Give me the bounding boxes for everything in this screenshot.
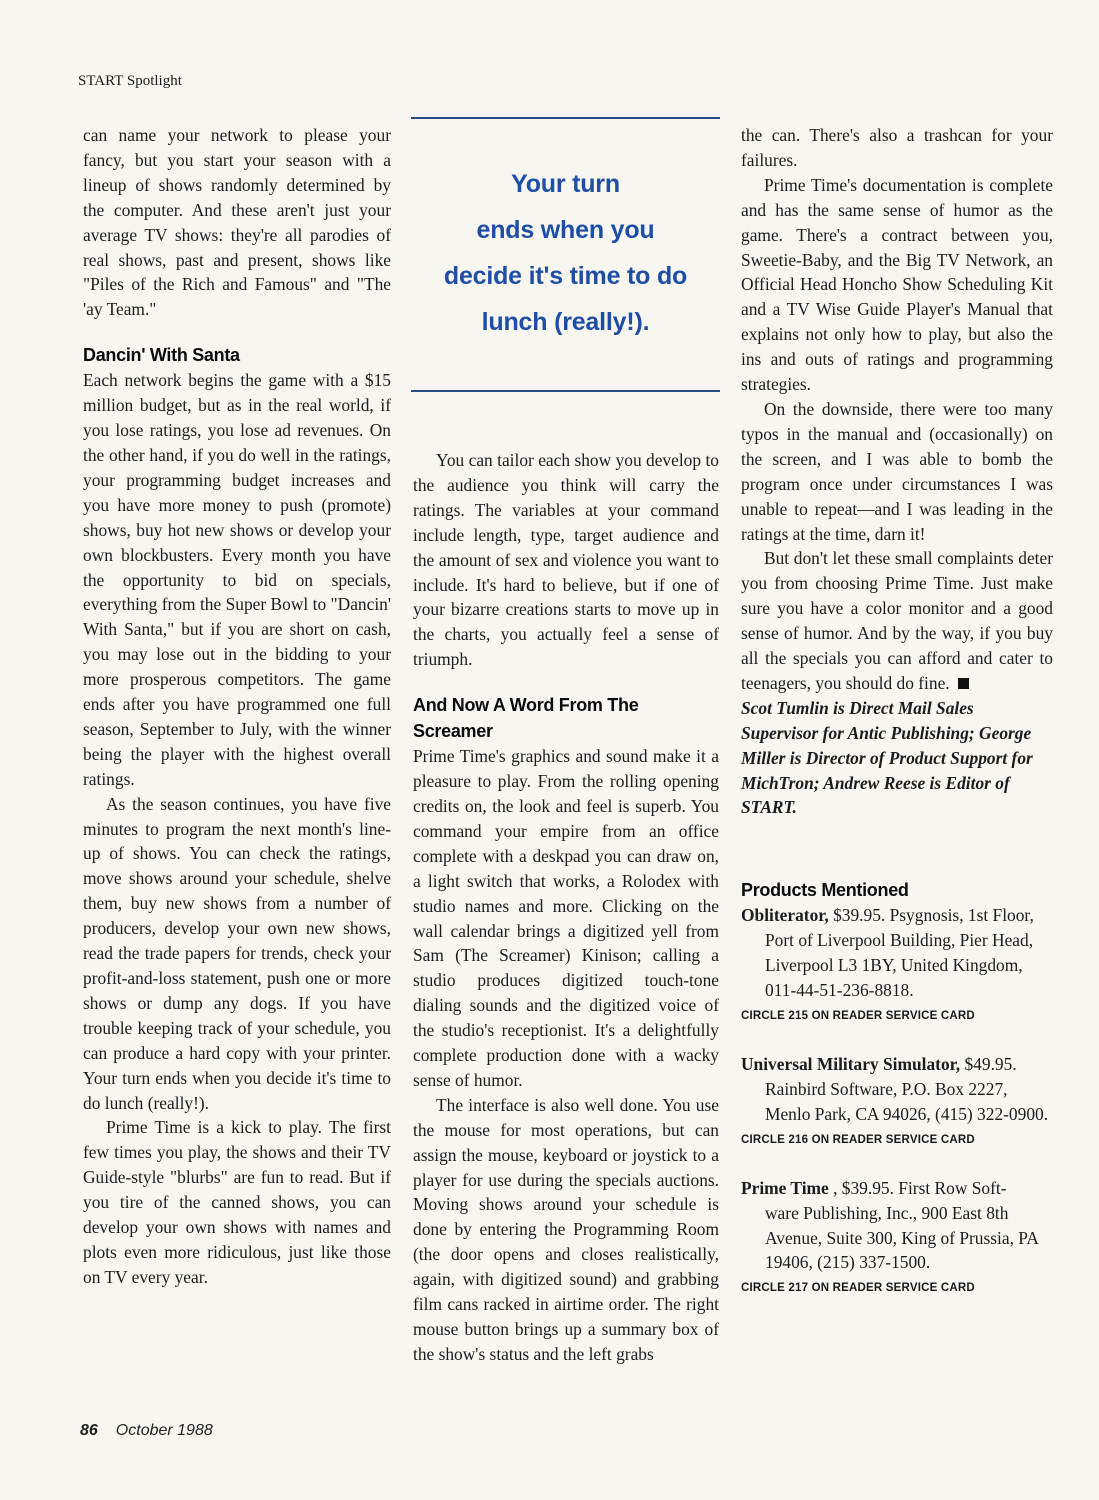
pull-quote-line: decide it's time to do [443, 262, 688, 290]
reader-service-note: CIRCLE 215 ON READER SERVICE CARD [741, 1010, 975, 1022]
reader-service-note: CIRCLE 216 ON READER SERVICE CARD [741, 1133, 975, 1146]
paragraph: On the downside, there were too many typos in the manual and (occasionally) on the screen, and I was able to bomb the program once under circumstances I was unable to repeat—and I was leading in the ratings at the time, darn it! [741, 398, 1053, 544]
section-heading: Dancin' With Santa [83, 345, 240, 366]
product-entry [741, 1052, 1053, 1150]
paragraph: the can. There's also a trashcan for your failures. [741, 125, 1053, 170]
paragraph [741, 546, 1053, 695]
column-3 [741, 123, 1053, 1298]
pull-quote-line: ends when you [476, 216, 655, 244]
pull-quote [411, 117, 720, 392]
column-1 [83, 123, 391, 1290]
paragraph: Prime Time is a kick to play. The first few times you play, the shows and their TV Guide-style "blurbs" are fun to read. But if you tire of the canned shows, you can develop your own shows with names and plots even more ridiculous, just like those on TV every year. [83, 1117, 391, 1287]
end-mark-icon [958, 678, 969, 689]
product-price: $39.95. Psygnosis, 1st Floor, [828, 905, 1034, 926]
page-folio [80, 1422, 213, 1440]
issue-date: October 1988 [115, 1422, 213, 1439]
pull-quote-line: Your turn [511, 170, 620, 198]
paragraph-text: But don't let these small complaints deter you from choosing Prime Time. Just make sure you have a color monitor and a good sense of humor. And by the way, if you buy all the specials you can afford and cater to teenagers, you should do fine. [741, 548, 1053, 693]
pull-quote-text [411, 161, 720, 345]
reader-service-note: CIRCLE 217 ON READER SERVICE CARD [741, 1282, 975, 1295]
page-number: 86 [80, 1422, 98, 1439]
products-heading: Products Mentioned [741, 880, 909, 901]
pull-quote-line: lunch (really!). [481, 308, 650, 336]
product-details: Port of Liverpool Building, Pier Head, Liverpool L3 1BY, United Kingdom, 011-44-51-236-8818. [765, 930, 1034, 1001]
product-details: Rainbird Software, P.O. Box 2227, Menlo Park, CA 94026, (415) 322-0900. [765, 1078, 1049, 1124]
column-2 [413, 448, 719, 1367]
paragraph: Prime Time's documentation is complete and has the same sense of humor as the game. There's a contract between you, Sweetie-Baby, and the Big TV Network, an Official Head Honcho Show Scheduling Kit and a TV Wise Guide Player's Manual that explains not only how to play, but also the ins and outs of ratings and programming strategies. [741, 174, 1053, 395]
product-details: ware Publishing, Inc., 900 East 8th Avenue, Suite 300, King of Prussia, PA 19406, (215) 337-1500. [765, 1202, 1038, 1273]
paragraph: Each network begins the game with a $15 million budget, but as in the real world, if you lose ratings, you lose ad revenues. On the other hand, if you do well in the ratings, your programming budget increases and you have more money to push (promote) shows, buy hot new shows or develop your own blockbusters. Every month you have the opportunity to bid on specials, everything from the Super Bowl to "Dancin' With Santa," but if you are short on cash, you may lose out in the bidding to your more prosperous competitors. The game ends after you have programmed one full season, September to July, with the winner being the player with the highest overall ratings. [83, 370, 391, 789]
section-heading: And Now A Word From The Screamer [413, 695, 639, 742]
product-price: , $39.95. First Row Soft- [828, 1177, 1007, 1198]
product-name: Obliterator, [741, 905, 829, 926]
pull-quote-top-rule [411, 117, 720, 119]
paragraph: As the season continues, you have five minutes to program the next month's line-up of shows. You can check the ratings, move shows around your schedule, shelve them, buy new shows from a number of producers, develop your own new shows, read the trade papers for trends, check your profit-and-loss statement, push one or more shows or dump any dogs. If you have trouble keeping track of your schedule, you can produce a hard copy with your printer. Your turn ends when you decide it's time to do lunch (really!). [83, 793, 391, 1113]
paragraph: Prime Time's graphics and sound make it a pleasure to play. From the rolling opening credits on, the look and feel is superb. You command your empire from an office complete with a deskpad you can draw on, a light switch that works, a Rolodex with studio names and more. Clicking on the wall calendar brings a digitized yell from Sam (The Screamer) Kinison; calling a studio produces digitized touch-tone dialing sounds and the digitized voice of the studio's receptionist. It's a delightfully complete production done with a wacky sense of humor. [413, 746, 719, 1090]
product-entry [741, 903, 1053, 1026]
product-name: Prime Time [741, 1177, 829, 1198]
product-name: Universal Military Simulator, [741, 1054, 961, 1074]
product-price: $49.95. [960, 1054, 1017, 1074]
product-entry [741, 1176, 1053, 1299]
author-bio: Scot Tumlin is Direct Mail Sales Supervisor for Antic Publishing; George Miller is Director of Product Support for MichTron; Andrew Reese is Editor of START. [741, 697, 1033, 818]
paragraph: You can tailor each show you develop to the audience you think will carry the ratings. The variables at your command include length, type, target audience and the amount of sex and violence you want to include. It's hard to believe, but if one of your bizarre creations starts to move up in the charts, you actually feel a sense of triumph. [413, 450, 719, 670]
running-head: START Spotlight [78, 73, 182, 89]
paragraph: can name your network to please your fancy, but you start your season with a lineup of shows randomly determined by the computer. And these aren't just your average TV shows: they're all parodies of real shows, past and present, shows like "Piles of the Rich and Famous" and "The 'ay Team." [83, 125, 391, 320]
pull-quote-bottom-rule [411, 390, 720, 392]
paragraph: The interface is also well done. You use the mouse for most operations, but can assign the mouse, keyboard or joystick to a player for use during the specials auctions. Moving shows around your schedule is done by entering the Programming Room (the door opens and closes realistically, again, with digitized sound) and grabbing film cans racked in airtime order. The right mouse button brings up a summary box of the show's status and the left grabs [413, 1094, 719, 1364]
